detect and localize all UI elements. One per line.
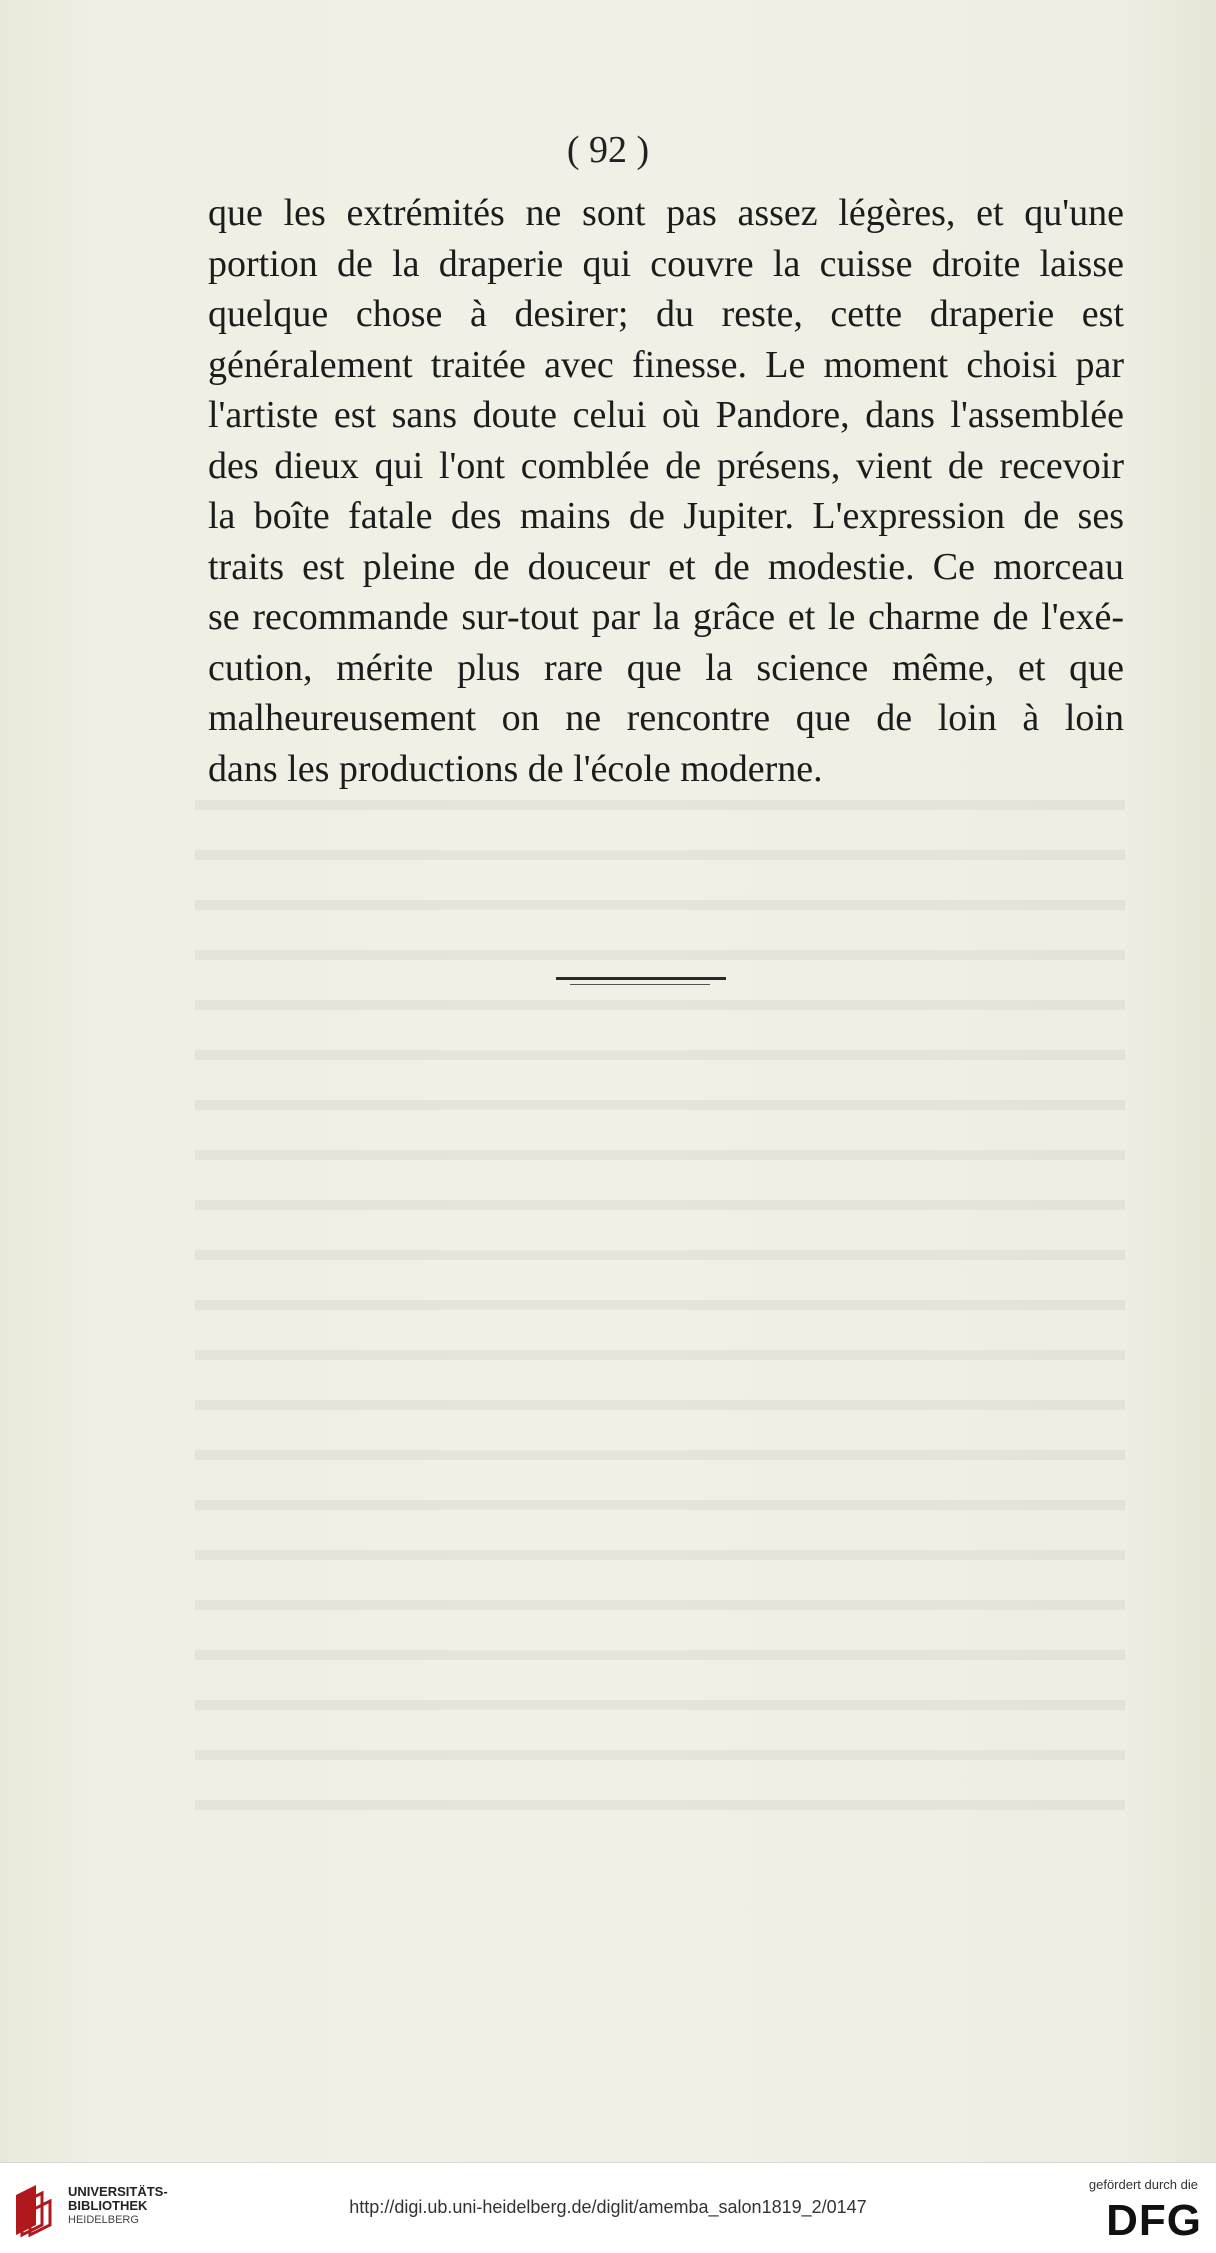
text-line: généralement traitée avec finesse. Le moment choisi par — [208, 343, 1124, 386]
text-line: cution, mérite plus rare que la science même, et que — [208, 646, 1124, 689]
text-line: portion de la draperie qui couvre la cuisse droite laisse — [208, 242, 1124, 285]
text-line: la boîte fatale des mains de Jupiter. L'expression de ses — [208, 495, 1124, 537]
text-line: dans les productions de l'école moderne. — [208, 747, 823, 790]
text-line: des dieux qui l'ont comblée de présens, vient de recevoir — [208, 444, 1124, 487]
text-line: malheureusement on ne rencontre que de loin à loin — [208, 697, 1124, 739]
text-line: l'artiste est sans doute celui où Pandore, dans l'assemblée — [208, 394, 1124, 436]
body-text — [208, 188, 1124, 794]
library-city: HEIDELBERG — [68, 2214, 139, 2226]
library-name-line: BIBLIOTHEK — [68, 2198, 148, 2213]
permalink-url[interactable]: http://digi.ub.uni-heidelberg.de/diglit/amemba_salon1819_2/0147 — [349, 2197, 867, 2217]
funding-note: gefördert durch die — [1088, 2177, 1198, 2192]
page-number: ( 92 ) — [566, 129, 650, 171]
text-line: se recommande sur-tout par la grâce et le charme de l'exé- — [208, 596, 1124, 638]
text-line: traits est pleine de douceur et de modestie. Ce morceau — [208, 545, 1124, 588]
text-line: que les extrémités ne sont pas assez légères, et qu'une — [208, 192, 1124, 234]
section-divider — [556, 977, 726, 980]
footer-bar — [0, 2162, 1216, 2253]
show-through-text — [195, 770, 1125, 1810]
text-line: quelque chose à desirer; du reste, cette draperie est — [208, 293, 1124, 335]
dfg-logo[interactable]: DFG — [1106, 2196, 1202, 2245]
library-name-line: UNIVERSITÄTS- — [68, 2184, 168, 2199]
